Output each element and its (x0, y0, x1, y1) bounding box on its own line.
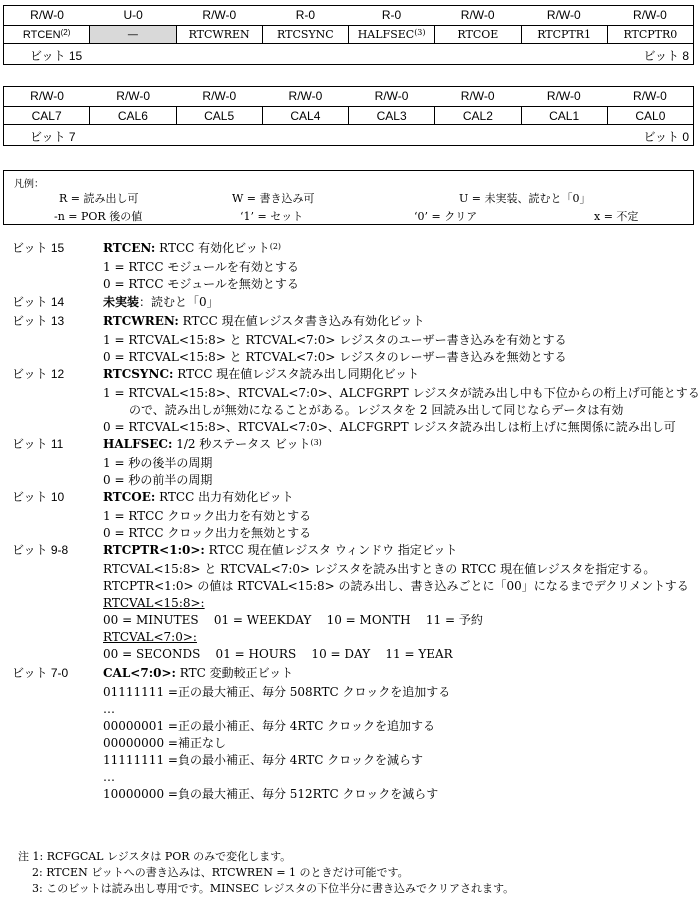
note-3: 3: このビットは読み出し専用です。MINSEC レジスタの下位半分に書き込みでクリアされます。 (32, 882, 515, 895)
bitname-cell-unimplemented: — (89, 26, 175, 43)
para-line: RTCPTR<1:0> の値は RTCVAL<15:8> の読み出し、書き込みごとに「00」になるまでデクリメントする (103, 579, 689, 593)
bit-name: CAL<7:0>: (103, 666, 176, 680)
value-line: 1 = RTCC クロック出力を有効とする (103, 509, 312, 523)
bit-desc: RTCC 出力有効化ビット (155, 490, 294, 504)
access-cell: R/W-0 (202, 89, 237, 103)
bit12-values (0, 385, 700, 436)
bit13-row (0, 313, 700, 332)
bitname-cell: CAL1 (521, 107, 607, 124)
bit-label: ビット 9-8 (12, 543, 69, 557)
bit-right-label: ビット 0 (643, 130, 689, 144)
ellipsis: … (103, 770, 115, 784)
value-line: 1 = RTCVAL<15:8> と RTCVAL<7:0> レジスタのユーザー書き込みを有効とする (103, 333, 567, 347)
bitname-row-low (4, 106, 693, 125)
footnotes (18, 849, 514, 897)
bit11-row: ビット 11 HALFSEC: 1/2 秒ステータス ビット$^{(3)}$ (0, 436, 700, 455)
access-cell: R/W-0 (30, 8, 64, 22)
bit11-values (0, 455, 700, 489)
bitname-cell: RTCEN$^{(2)}$ (22, 28, 71, 41)
legend-por: -n = POR 後の値 (54, 210, 143, 223)
value-line: 1 = RTCC モジュールを有効とする (103, 260, 299, 274)
bitname-row-high (4, 25, 693, 44)
bit15-row: ビット 15 RTCEN: RTCC 有効化ビット$^{(2)}$ (0, 240, 700, 259)
bit12-row (0, 366, 700, 385)
value-line: 0 = RTCC モジュールを無効とする (103, 277, 299, 291)
legend-unimplemented: U = 未実装、読むと「0」 (459, 192, 591, 205)
bit15-values (0, 259, 700, 293)
value-line: 11111111 =負の最小補正、毎分 4RTC クロックを減らす (103, 753, 423, 767)
value-line: 0 = 秒の前半の周期 (103, 473, 213, 487)
bit-descriptions (0, 240, 700, 803)
access-cell: R-0 (381, 8, 402, 22)
value-line: 10000000 =負の最大補正、毎分 512RTC クロックを減らす (103, 787, 439, 801)
value-line: 1 = 秒の後半の周期 (103, 456, 213, 470)
bit-name: RTCEN: (103, 241, 156, 255)
bit-label: ビット 11 (12, 437, 64, 451)
bit-label: ビット 10 (12, 490, 65, 504)
bit-label: ビット 15 (12, 241, 65, 255)
bit-name: RTCSYNC: (103, 367, 174, 381)
access-cell: R/W-0 (546, 8, 581, 22)
bitname-cell: CAL4 (262, 107, 348, 124)
bit-name: 未実装 (103, 295, 140, 309)
value-line: 1 = RTCVAL<15:8>、RTCVAL<7:0>、ALCFGRPT レジスタが読み出し中も下位からの桁上げ可能とするので、読み出しが無効になることがある。レジスタを 2 回読み出して同じならデータは有効 (103, 386, 700, 417)
bit9-8-values (0, 561, 700, 663)
bit-label: ビット 13 (12, 314, 65, 328)
access-cell: R/W-0 (633, 8, 667, 22)
register-high-byte (3, 5, 694, 65)
access-cell: R/W-0 (633, 89, 667, 103)
bitname-cell: CAL2 (434, 107, 520, 124)
bit-desc: RTCC 現在値レジスタ書き込み有効化ビット (178, 314, 425, 328)
bit7-0-values (0, 684, 700, 803)
legend-read: R = 読み出し可 (59, 192, 139, 205)
bit-desc: RTC 変動較正ビット (175, 666, 294, 680)
access-cell: R/W-0 (288, 89, 323, 103)
value-line: 0 = RTCVAL<15:8> と RTCVAL<7:0> レジスタのレーザー書き込みを無効とする (103, 350, 567, 364)
legend-write: W = 書き込み可 (232, 192, 315, 205)
bitname-cell: RTCOE (434, 26, 520, 43)
bit-name: RTCWREN: (103, 314, 179, 328)
access-cell: R/W-0 (460, 89, 495, 103)
bitname-cell: RTCPTR1 (521, 26, 607, 43)
bit-label: ビット 7-0 (12, 666, 69, 680)
value-line: 00000001 =正の最小補正、毎分 4RTC クロックを追加する (103, 719, 435, 733)
legend-box (3, 170, 694, 225)
bit-left-label: ビット 15 (30, 49, 83, 63)
bit-range-high (4, 44, 693, 64)
legend-set: ‘1’ = セット (240, 210, 304, 223)
bitname-cell: CAL6 (89, 107, 175, 124)
bit-desc: RTCC 現在値レジスタ読み出し同期化ビット (173, 367, 420, 381)
value-line: 00 = MINUTES 01 = WEEKDAY 10 = MONTH 11 = 予約 (103, 613, 483, 627)
bit-desc: RTCC 現在値レジスタ ウィンドウ 指定ビット (204, 543, 458, 557)
bitname-cell: RTCSYNC (262, 26, 348, 43)
bit-range-low (4, 125, 693, 145)
bit7-0-row (0, 665, 700, 684)
access-cell: R/W-0 (202, 8, 237, 22)
bit14-row (0, 294, 700, 313)
bit-label: ビット 12 (12, 367, 65, 381)
bit10-values (0, 508, 700, 542)
access-row-low (4, 87, 693, 106)
subheading: RTCVAL<15:8>: (103, 596, 205, 610)
bitname-cell: HALFSEC$^{(3)}$ (348, 26, 434, 43)
value-line: 01111111 =正の最大補正、毎分 508RTC クロックを追加する (103, 685, 451, 699)
legend-clear: ‘0’ = クリア (414, 210, 478, 223)
bit-name: RTCOE: (103, 490, 156, 504)
bit-name: RTCPTR<1:0>: (103, 543, 205, 557)
bit-desc: 1/2 秒ステータス ビット (172, 437, 311, 451)
bitname-cell: RTCPTR0 (607, 26, 693, 43)
value-line: 0 = RTCVAL<15:8>、RTCVAL<7:0>、ALCFGRPT レジスタ読み出しは桁上げに無関係に読み出し可 (103, 420, 676, 434)
bit13-values (0, 332, 700, 366)
value-line: 00 = SECONDS 01 = HOURS 10 = DAY 11 = YEAR (103, 647, 453, 661)
access-cell: R/W-0 (116, 89, 151, 103)
bitname-cell: CAL3 (348, 107, 434, 124)
bit10-row (0, 489, 700, 508)
bit-label: ビット 14 (12, 295, 65, 309)
bit9-8-row (0, 542, 700, 561)
bit-desc: ：読むと「0」 (139, 295, 219, 309)
register-low-byte (3, 86, 694, 146)
legend-title: 凡例： (14, 179, 44, 190)
access-cell: R/W-0 (546, 89, 581, 103)
bit-left-label: ビット 7 (30, 130, 76, 144)
bit-name: HALFSEC: (103, 437, 173, 451)
bitname-cell: RTCWREN (176, 26, 262, 43)
bitname-cell: CAL5 (176, 107, 262, 124)
ellipsis: … (103, 702, 115, 716)
bitname-cell: CAL7 (31, 109, 62, 123)
access-cell: R/W-0 (374, 89, 409, 103)
access-cell: R/W-0 (460, 8, 495, 22)
bit-desc: RTCC 有効化ビット (155, 241, 270, 255)
note-1: 注 1: RCFGCAL レジスタは POR のみで変化します。 (18, 850, 292, 863)
access-cell: R-0 (295, 8, 316, 22)
note-2: 2: RTCEN ビットへの書き込みは、RTCWREN = 1 のときだけ可能です。 (32, 866, 409, 879)
value-line: 00000000 =補正なし (103, 736, 226, 750)
subheading: RTCVAL<7:0>: (103, 630, 197, 644)
value-line: 0 = RTCC クロック出力を無効とする (103, 526, 312, 540)
access-row-high (4, 6, 693, 25)
legend-unknown: x = 不定 (594, 210, 639, 223)
para-line: RTCVAL<15:8> と RTCVAL<7:0> レジスタを読み出すときの RTCC 現在値レジスタを指定する。 (103, 562, 656, 576)
access-cell: R/W-0 (30, 89, 64, 103)
bitname-cell: CAL0 (607, 107, 693, 124)
access-cell: U-0 (123, 8, 143, 22)
bit-right-label: ビット 8 (643, 49, 689, 63)
